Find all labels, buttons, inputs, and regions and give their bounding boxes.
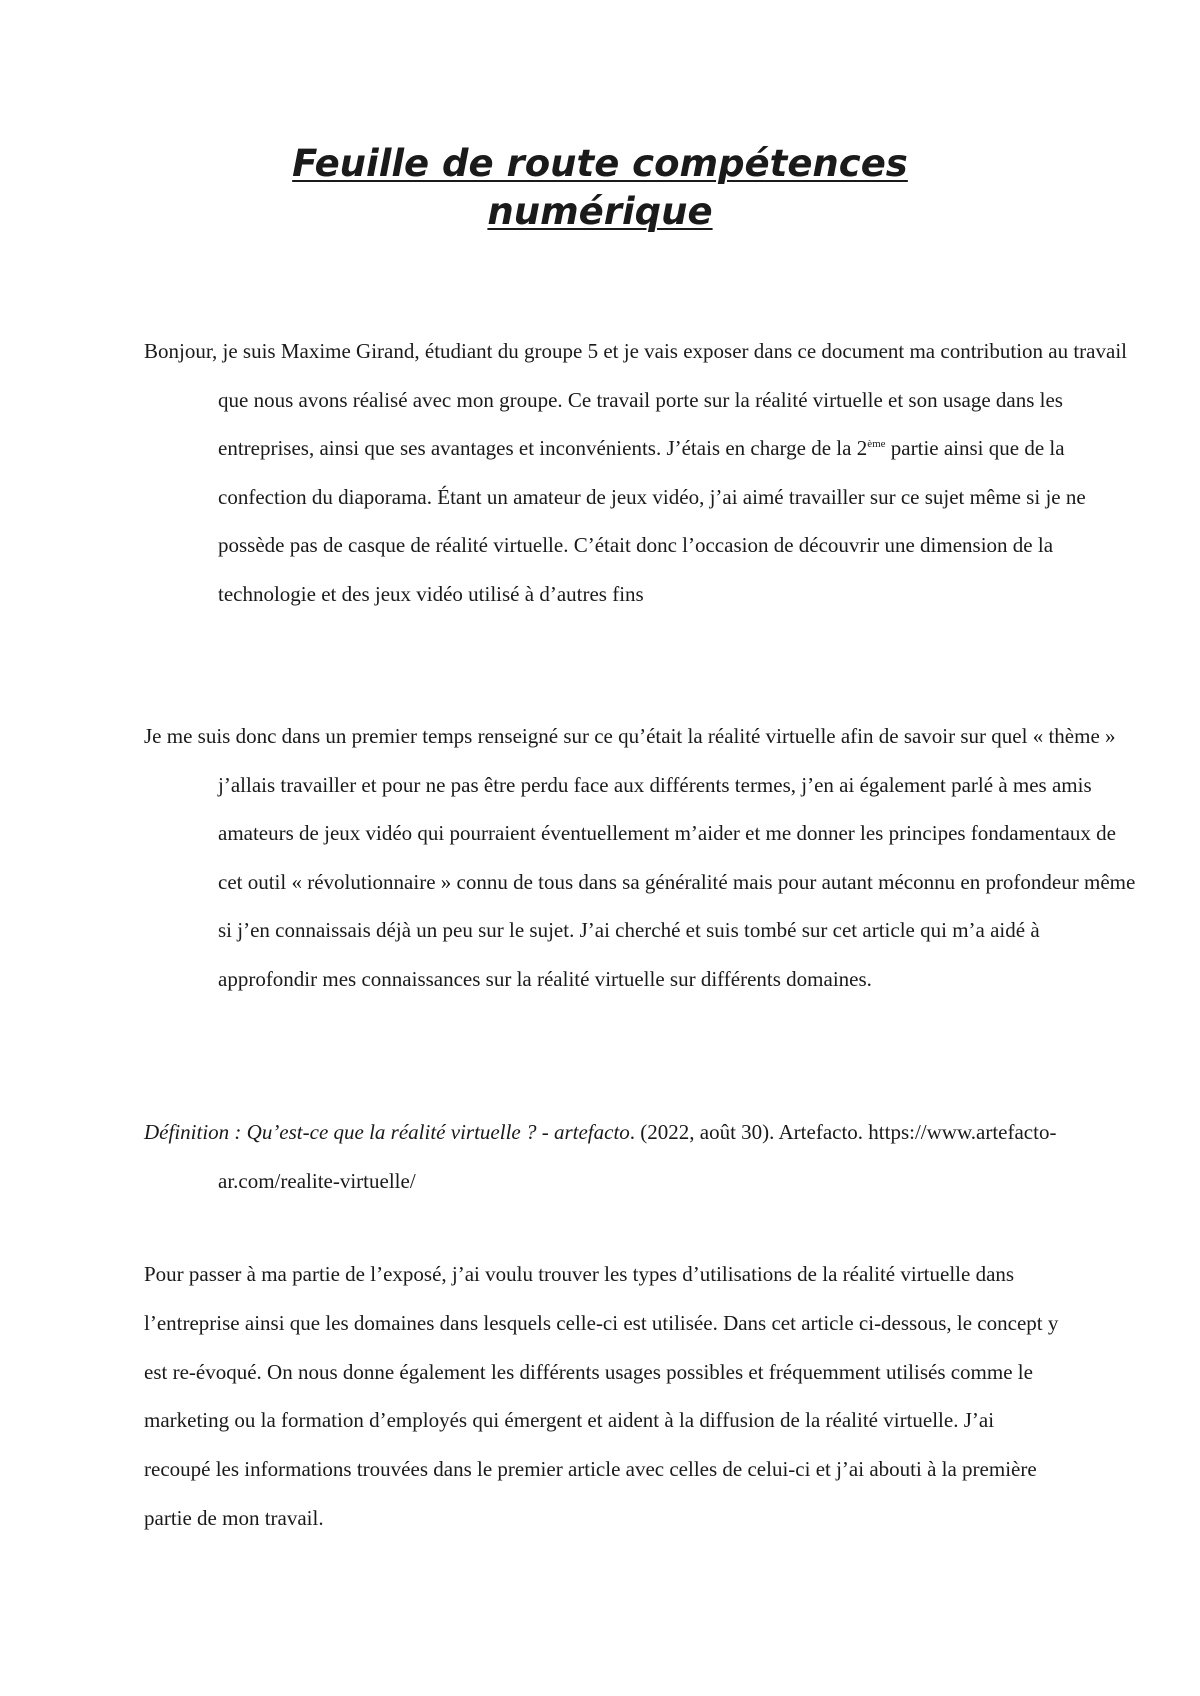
document-title <box>0 140 1200 236</box>
intro-text-end: partie ainsi que de la confection du diaporama. Étant un amateur de jeux vidéo, j’ai aimé travailler sur ce sujet même si je ne possède pas de casque de réalité virtuelle. C’était donc l’occasion de découvrir une dimension de la technologie et des jeux vidéo utilisé à d’autres fins <box>218 436 1086 606</box>
reference-title: Définition : Qu’est-ce que la réalité virtuelle ? - artefacto <box>144 1120 630 1144</box>
title-line-2: numérique <box>487 190 713 233</box>
title-line-1: Feuille de route compétences <box>292 142 908 185</box>
reference-details: . (2022, août 30). Artefacto. https://www.artefacto-ar.com/realite-virtuelle/ <box>218 1120 1057 1193</box>
intro-paragraph <box>144 327 1138 618</box>
research-paragraph: Je me suis donc dans un premier temps renseigné sur ce qu’était la réalité virtuelle afin de savoir sur quel « thème » j’allais travailler et pour ne pas être perdu face aux différents termes, j’en ai également parlé à mes amis amateurs de jeux vidéo qui pourraient éventuellement m’aider et me donner les principes fondamentaux de cet outil « révolutionnaire » connu de tous dans sa généralité mais pour autant méconnu en profondeur même si j’en connaissais déjà un peu sur le sujet. J’ai cherché et suis tombé sur cet article qui m’a aidé à approfondir mes connaissances sur la réalité virtuelle sur différents domaines. <box>144 724 1136 991</box>
reference-citation <box>144 1108 1138 1205</box>
usage-paragraph: Pour passer à ma partie de l’exposé, j’ai voulu trouver les types d’utilisations de la réalité virtuelle dans l’entreprise ainsi que les domaines dans lesquels celle-ci est utilisée. Dans cet article ci-dessous, le concept y est re-évoqué. On nous donne également les différents usages possibles et fréquemment utilisés comme le marketing ou la formation d’employés qui émergent et aident à la diffusion de la réalité virtuelle. J’ai recoupé les informations trouvées dans le premier article avec celles de celui-ci et j’ai abouti à la première partie de mon travail. <box>144 1262 1059 1530</box>
intro-text-start: Bonjour, je suis Maxime Girand, étudiant du groupe 5 et je vais exposer dans ce document ma contribution au travail que nous avons réalisé avec mon groupe. Ce travail porte sur la réalité virtuelle et son usage dans les entreprises, ainsi que ses avantages et inconvénients. J’étais en charge de la 2 <box>144 339 1127 460</box>
ordinal-superscript: ème <box>867 438 886 450</box>
